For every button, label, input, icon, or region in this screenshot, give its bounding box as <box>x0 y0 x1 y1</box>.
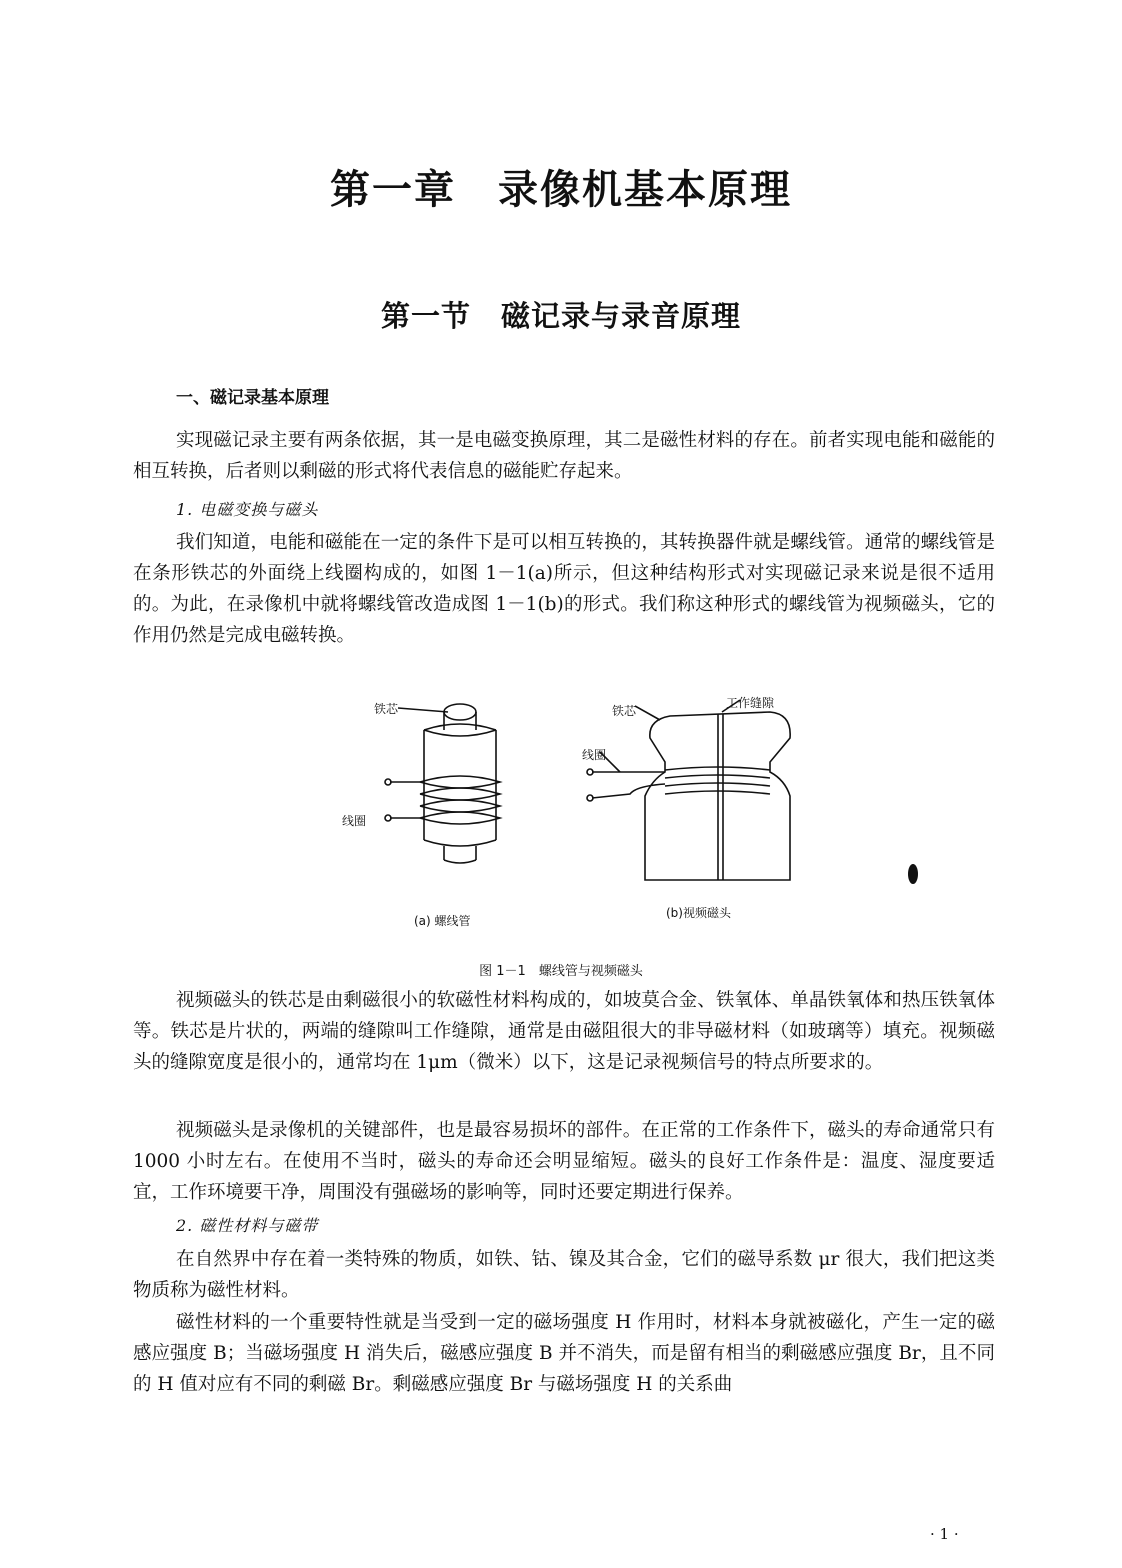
label-b-core: 铁芯 <box>612 704 637 718</box>
scan-mark <box>908 864 918 884</box>
paragraph-5: 在自然界中存在着一类特殊的物质，如铁、钴、镍及其合金，它们的磁导系数 μr 很大，我们把这类物质称为磁性材料。 <box>133 1249 995 1301</box>
figure-drawing <box>330 690 830 930</box>
item-heading-2: 2. 磁性材料与磁带 <box>176 1216 319 1235</box>
paragraph-6: 磁性材料的一个重要特性就是当受到一定的磁场强度 H 作用时，材料本身就被磁化，产生一定的磁感应强度 B；当磁场强度 H 消失后，磁感应强度 B 并不消失，而是留有相当的剩磁感应强度 Br，且不同的 H 值对应有不同的剩磁 Br。剩磁感应强度 Br 与磁场强度 H 的关系曲 <box>133 1312 995 1395</box>
label-a-caption: (a) 螺线管 <box>414 914 471 928</box>
section-title: 第一节 磁记录与录音原理 <box>380 299 741 333</box>
paragraph-4: 视频磁头是录像机的关键部件，也是最容易损坏的部件。在正常的工作条件下，磁头的寿命通常只有 1000 小时左右。在使用不当时，磁头的寿命还会明显缩短。磁头的良好工作条件是：温度、湿度要适宜，工作环境要干净，周围没有强磁场的影响等，同时还要定期进行保养。 <box>133 1120 995 1203</box>
page-number: · 1 · <box>930 1525 959 1543</box>
label-b-gap: 工作缝隙 <box>726 696 775 710</box>
chapter-title: 第一章 录像机基本原理 <box>330 167 792 213</box>
label-a-core: 铁芯 <box>374 702 399 716</box>
figure-solenoid-and-video-head <box>330 690 830 930</box>
item-heading-1: 1. 电磁变换与磁头 <box>176 500 319 519</box>
figure-caption: 图 1－1 螺线管与视频磁头 <box>479 964 643 979</box>
label-b-coil: 线圈 <box>582 748 607 762</box>
paragraph-1: 实现磁记录主要有两条依据，其一是电磁变换原理，其二是磁性材料的存在。前者实现电能和磁能的相互转换，后者则以剩磁的形式将代表信息的磁能贮存起来。 <box>133 430 995 482</box>
label-a-coil: 线圈 <box>342 814 367 828</box>
paragraph-3: 视频磁头的铁芯是由剩磁很小的软磁性材料构成的，如坡莫合金、铁氧体、单晶铁氧体和热压铁氧体等。铁芯是片状的，两端的缝隙叫工作缝隙，通常是由磁阻很大的非导磁材料（如玻璃等）填充。视频磁头的缝隙宽度是很小的，通常均在 1μm（微米）以下，这是记录视频信号的特点所要求的。 <box>133 990 995 1073</box>
subsection-title: 一、磁记录基本原理 <box>176 388 329 408</box>
paragraph-2: 我们知道，电能和磁能在一定的条件下是可以相互转换的，其转换器件就是螺线管。通常的螺线管是在条形铁芯的外面绕上线圈构成的，如图 1－1(a)所示，但这种结构形式对实现磁记录来说是很不适用的。为此，在录像机中就将螺线管改造成图 1－1(b)的形式。我们称这种形式的螺线管为视频磁头，它的作用仍然是完成电磁转换。 <box>133 532 995 646</box>
label-b-caption: (b)视频磁头 <box>666 906 731 920</box>
